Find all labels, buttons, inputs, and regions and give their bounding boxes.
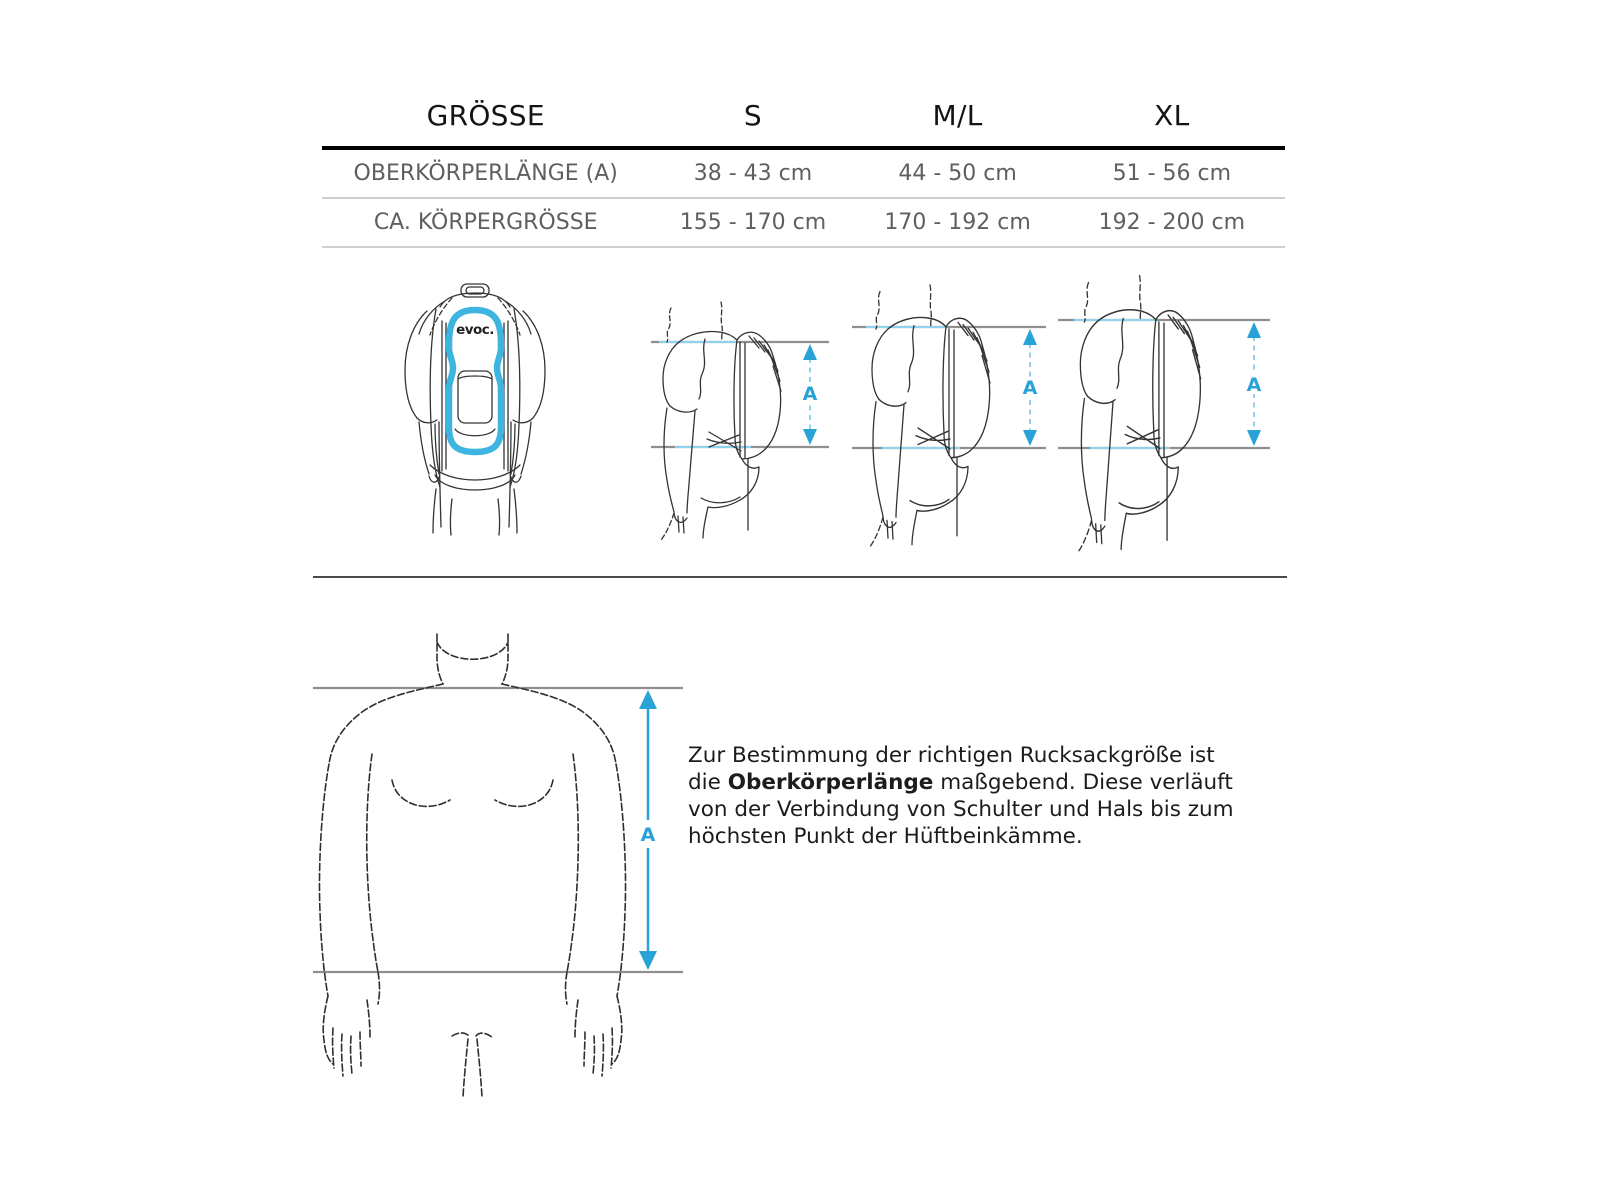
side-view-ml bbox=[850, 282, 1050, 541]
description-line: Zur Bestimmung der richtigen Rucksackgröße ist bbox=[688, 743, 1215, 768]
cell-torso-s: 38 - 43 cm bbox=[693, 161, 813, 186]
description-line: höchsten Punkt der Hüftbeinkämme. bbox=[688, 824, 1083, 849]
side-view-s bbox=[645, 290, 835, 544]
torso-measurement-figure bbox=[300, 592, 700, 1121]
measure-label-a: A bbox=[1022, 377, 1038, 399]
measurement-description bbox=[688, 742, 1288, 850]
col-header-s: S bbox=[743, 98, 762, 132]
torso-length-term: Oberkörperlänge bbox=[727, 770, 934, 795]
measurement-arrow-a bbox=[639, 690, 657, 970]
measure-label-a: A bbox=[640, 824, 656, 846]
measurement-arrow-a bbox=[1245, 322, 1263, 446]
cell-height-s: 155 - 170 cm bbox=[679, 210, 827, 235]
section-divider bbox=[313, 576, 1287, 578]
col-header-xl: XL bbox=[1154, 98, 1190, 132]
measurement-arrow-a bbox=[1021, 329, 1039, 446]
table-row bbox=[322, 150, 1285, 199]
col-header-size: GRÖSSE bbox=[426, 98, 545, 132]
cell-height-xl: 192 - 200 cm bbox=[1098, 210, 1246, 235]
size-table-header bbox=[322, 84, 1285, 150]
cell-torso-xl: 51 - 56 cm bbox=[1112, 161, 1232, 186]
description-line: die Oberkörperlänge maßgebend. Diese verläuft bbox=[688, 770, 1233, 795]
cell-torso-ml: 44 - 50 cm bbox=[898, 161, 1017, 186]
evoc-logo: evoc. bbox=[456, 322, 494, 338]
measure-label-a: A bbox=[802, 383, 818, 405]
measure-label-a: A bbox=[1246, 374, 1262, 396]
row-label-body-height: CA. KÖRPERGRÖSSE bbox=[373, 210, 598, 235]
description-line: von der Verbindung von Schulter und Hals bis zum bbox=[688, 797, 1234, 822]
table-row bbox=[322, 199, 1285, 248]
row-label-torso-length: OBERKÖRPERLÄNGE (A) bbox=[353, 161, 618, 186]
size-table bbox=[322, 84, 1285, 248]
side-view-xl bbox=[1056, 278, 1273, 544]
cell-height-ml: 170 - 192 cm bbox=[884, 210, 1031, 235]
col-header-ml: M/L bbox=[932, 98, 983, 132]
backpack-back-view bbox=[400, 276, 550, 542]
measurement-arrow-a bbox=[801, 344, 819, 445]
